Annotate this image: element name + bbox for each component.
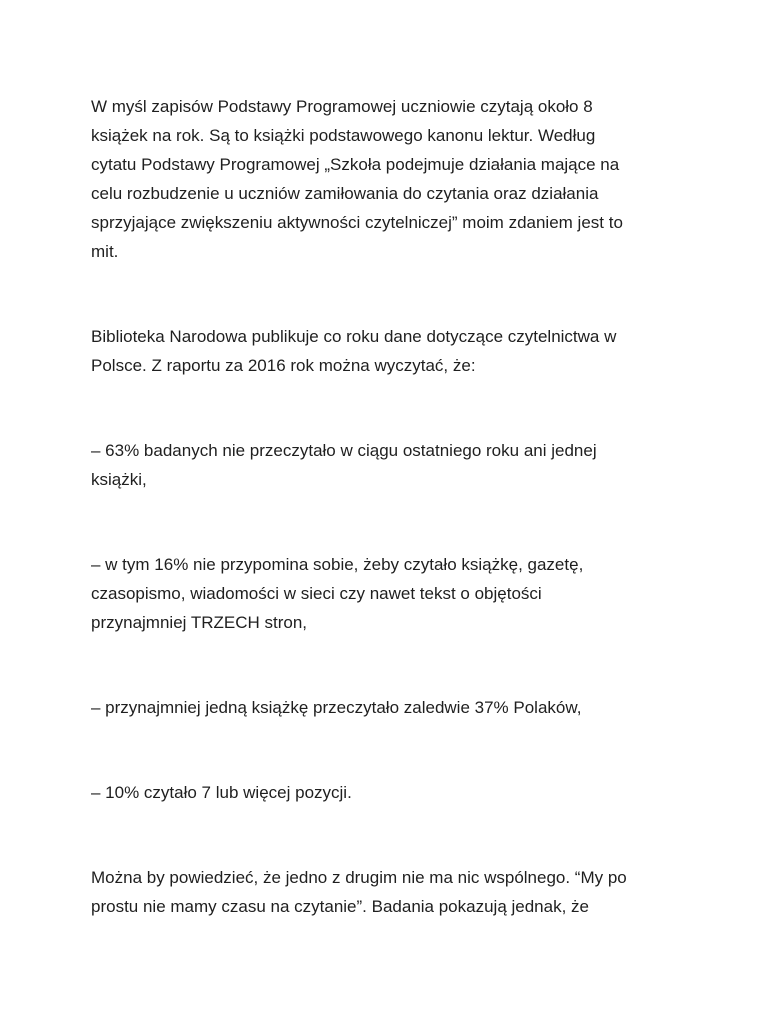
paragraph-stat-10: [91, 778, 681, 807]
text-line: czasopismo, wiadomości w sieci czy nawet tekst o objętości: [91, 584, 542, 603]
paragraph-library-report: [91, 322, 681, 380]
text-line: – 10% czytało 7 lub więcej pozycji.: [91, 783, 352, 802]
text-line: przynajmniej TRZECH stron,: [91, 613, 308, 632]
text-line: Biblioteka Narodowa publikuje co roku dane dotyczące czytelnictwa w: [91, 327, 617, 346]
paragraph-stat-16: [91, 550, 681, 637]
text-line: sprzyjające zwiększeniu aktywności czytelniczej” moim zdaniem jest to: [91, 213, 623, 232]
text-line: Polsce. Z raportu za 2016 rok można wyczytać, że:: [91, 356, 476, 375]
text-line: Można by powiedzieć, że jedno z drugim nie ma nic wspólnego. “My po: [91, 868, 627, 887]
text-line: książki,: [91, 470, 147, 489]
text-line: książek na rok. Są to książki podstawowego kanonu lektur. Według: [91, 126, 596, 145]
text-line: cytatu Podstawy Programowej „Szkoła podejmuje działania mające na: [91, 155, 620, 174]
paragraph-stat-63: [91, 436, 681, 494]
text-line: prostu nie mamy czasu na czytanie”. Badania pokazują jednak, że: [91, 897, 589, 916]
text-line: – 63% badanych nie przeczytało w ciągu ostatniego roku ani jednej: [91, 441, 597, 460]
text-line: – przynajmniej jedną książkę przeczytało zaledwie 37% Polaków,: [91, 698, 582, 717]
text-line: mit.: [91, 242, 119, 261]
text-line: – w tym 16% nie przypomina sobie, żeby czytało książkę, gazetę,: [91, 555, 584, 574]
text-line: celu rozbudzenie u uczniów zamiłowania do czytania oraz działania: [91, 184, 599, 203]
document-body: [91, 92, 681, 921]
paragraph-stat-37: [91, 693, 681, 722]
paragraph-intro: [91, 92, 681, 266]
paragraph-conclusion: [91, 863, 681, 921]
text-line: W myśl zapisów Podstawy Programowej uczniowie czytają około 8: [91, 97, 593, 116]
